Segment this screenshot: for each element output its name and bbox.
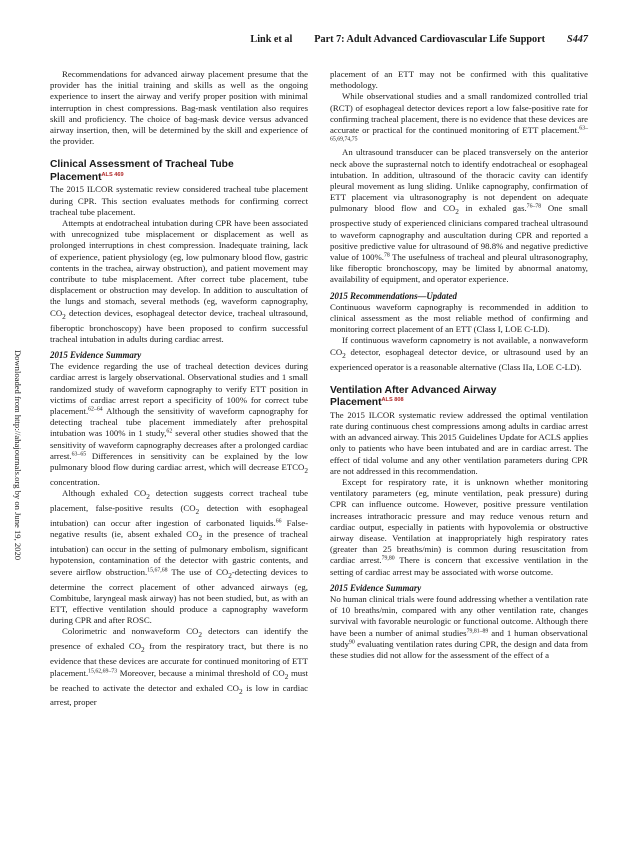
paragraph: Except for respiratory rate, it is unknown whether monitoring ventilatory parameters (eg, minute ventilation, peak pressure) during CPR can influence outcome. However, positive pressure ventilation increases intrathoracic pressure and may reduce venous return and cardiac output, especially in patients with hypovolemia or obstructive airway disease. Ventilation at inappropriately high respiratory rates (greater than 25 breaths/min) is common during resuscitation from cardiac arrest.$^{79,80}$ There is concern that excessive ventilation in the setting of cardiac arrest may be associated with worse outcome. (330, 477, 588, 577)
section-heading: Clinical Assessment of Tracheal Tube Placement$^{ALS 469}$ (50, 159, 234, 183)
paragraph: The evidence regarding the use of tracheal detection devices during cardiac arrest is largely observational. Observational studies and 1 small randomized study of waveform capnography to verify ETT position in victims of cardiac arrest report a specificity of 100% for correct tube placement.$^{62-64}$ Although the sensitivity of waveform capnography for detecting tracheal tube placement immediately after prehospital intubation was 100% in 1 study,$^{62}$ several other studies showed that the sensitivity of waveform capnography decreases after a prolonged cardiac arrest.$^{63-65}$ Differences in sensitivity can be explained by the low pulmonary blood flow during cardiac arrest, which will decrease $ETCO_2$ concentration. (50, 361, 308, 487)
paragraph: No human clinical trials were found addressing whether a ventilation rate of 10 breaths/min, compared with any other ventilation rate, changes survival with favorable neurologic or functional outcome. Although there have been a number of animal studies$^{79,81-89}$ and 1 human observational study$^{90}$ evaluating ventilation rates during CPR, the design and data from these studies did not allow for the assessment of the effect of a (330, 594, 588, 661)
page-number: S447 (567, 34, 588, 45)
paragraph: Continuous waveform capnography is recommended in addition to clinical assessment as the most reliable method of confirming and monitoring correct placement of an ETT (Class I, LOE C-LD). (330, 301, 588, 335)
subsection-heading: 2015 Evidence Summary (50, 350, 142, 361)
header-part-title: Part 7: Adult Advanced Cardiovascular Life Support (314, 34, 546, 45)
subsection-heading: 2015 Recommendations—Updated (330, 290, 457, 301)
paragraph: The 2015 ILCOR systematic review considered tracheal tube placement during CPR. This section evaluates methods for confirming correct tracheal tube placement. (50, 184, 308, 217)
paragraph: Colorimetric and nonwaveform $CO_2$ detectors can identify the presence of exhaled $CO_2$ from the respiratory tract, but there is no evidence that these devices are accurate for continued monitoring of ETT placement.$^{15,62,69-73}$ Moreover, because a minimal threshold of $CO_2$ must be reached to activate the detector and exhaled $CO_2$ is low in cardiac arrest, proper (50, 626, 308, 708)
paragraph: An ultrasound transducer can be placed transversely on the anterior neck above the suprasternal notch to identify endotracheal or esophageal intubation. In addition, ultrasound of the thoracic cavity can identify pleural movement as lung sliding. Unlike capnography, confirmation of ETT placement via ultrasonography is not dependent on adequate pulmonary blood flow and $CO_2$ in exhaled gas.$^{76-78}$ One small prospective study of experienced clinicians compared tracheal ultrasound to waveform capnography and auscultation during CPR and reported a positive predictive value for ultrasound of 98.8% and negative predictive value of 100%.$^{78}$ The usefulness of tracheal and pleural ultrasonography, like fiberoptic bronchoscopy, may be limited by abnormal anatomy, availability of equipment, and operator experience. (330, 147, 588, 285)
paragraph: If continuous waveform capnometry is not available, a nonwaveform $CO_2$ detector, esophageal detector device, or ultrasound used by an experienced operator is a reasonable alternative (Class IIa, LOE C-LD). (330, 335, 588, 372)
download-watermark: Downloaded from http://ahajournals.org by on June 19, 2020 (13, 349, 23, 561)
section-tag-link[interactable]: ALS 469 (101, 171, 124, 178)
paragraph: Attempts at endotracheal intubation during CPR have been associated with unrecognized tube misplacement or displacement as well as prolonged interruptions in chest compression. Inadequate training, lack of experience, patient physiology (eg, low pulmonary blood flow, gastric contents in the trachea, airway obstruction), and patient movement may contribute to tube misplacement. After correct tube placement, tube displacement or obstruction may develop. In addition to auscultation of the lungs and stomach, several methods (eg, waveform capnography, $CO_2$ detection devices, esophageal detector device, tracheal ultrasound, fiberoptic bronchoscopy) have been proposed to confirm successful tracheal intubation in adults during cardiac arrest. (50, 218, 308, 344)
left-column (50, 69, 308, 709)
paragraph: While observational studies and a small randomized controlled trial (RCT) of esophageal detector devices report a low false-positive rate for confirming tracheal placement, there is no evidence that these devices are accurate or practical for the continued monitoring of ETT placement.$^{63-65,69,74,75}$ (330, 91, 588, 143)
running-header (0, 34, 588, 45)
paragraph: Recommendations for advanced airway placement presume that the provider has the initial training and skills as well as the ongoing experience to insert the airway and verify proper position with minimal interruption in chest compressions. Bag-mask ventilation also requires skill and proficiency. The choice of bag-mask device versus advanced airway insertion, then, will be determined by the skill and experience of the provider. (50, 69, 308, 147)
header-authors: Link et al (250, 34, 293, 45)
paragraph: Although exhaled $CO_2$ detection suggests correct tracheal tube placement, false-positive results ($CO_2$ detection with esophageal intubation) can occur after ingestion of carbonated liquids.$^{66}$ False-negative results (ie, absent exhaled $CO_2$ in the presence of tracheal intubation) can occur in the setting of pulmonary embolism, significant hypotension, contamination of the detector with gastric contents, and severe airflow obstruction.$^{15,67,68}$ The use of $CO_2$-detecting devices to determine the correct placement of other advanced airways (eg, Combitube, laryngeal mask airway) has not been studied, but, as with an ETT, effective ventilation should produce a capnography waveform during CPR and after ROSC. (50, 488, 308, 626)
subsection-heading: 2015 Evidence Summary (330, 582, 422, 593)
section-tag-link[interactable]: ALS 808 (381, 397, 404, 404)
paragraph: placement of an ETT may not be confirmed with this qualitative methodology. (330, 69, 588, 91)
paragraph: The 2015 ILCOR systematic review addressed the optimal ventilation rate during continuous chest compressions among adults in cardiac arrest with an advanced airway. This 2015 Guidelines Update for ACLS applies only to patients who have been intubated and are in cardiac arrest. The effect of tidal volume and any other ventilation parameters during CPR are not addressed in this recommendation. (330, 409, 588, 476)
right-column (330, 69, 588, 661)
section-heading: Ventilation After Advanced Airway Placement$^{ALS 808}$ (330, 384, 497, 409)
